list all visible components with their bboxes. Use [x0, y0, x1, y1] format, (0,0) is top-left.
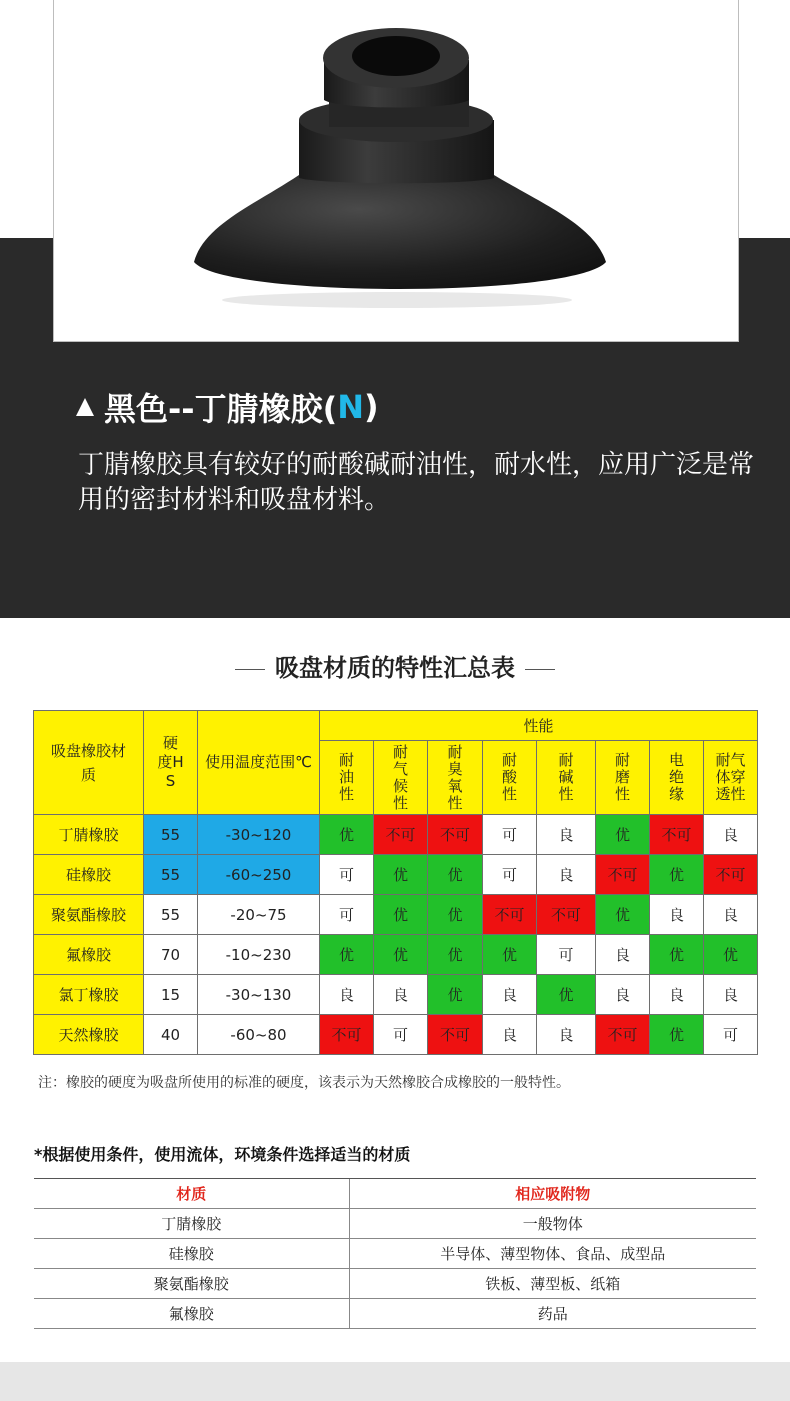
perf-header-0	[320, 741, 374, 815]
rating-cell: 优	[428, 935, 483, 975]
hardness-value: 55	[144, 815, 198, 855]
rating-cell: 可	[483, 815, 537, 855]
rating-cell: 不可	[596, 855, 650, 895]
product-photo	[53, 0, 739, 342]
spec-table-title-text: 吸盘材质的特性汇总表	[275, 654, 515, 682]
perf-header-7	[704, 741, 758, 815]
selection-object: 一般物体	[349, 1209, 756, 1239]
rating-cell: 可	[483, 855, 537, 895]
hero-description: 丁腈橡胶具有较好的耐酸碱耐油性，耐水性，应用广泛是常用的密封材料和吸盘材料。	[78, 450, 755, 515]
rating-cell: 优	[374, 895, 428, 935]
rating-cell: 优	[428, 895, 483, 935]
temperature-range: -20~75	[198, 895, 320, 935]
table-row	[34, 975, 758, 1015]
rating-cell: 不可	[596, 1015, 650, 1055]
perf-header-label: 耐气体穿透性	[715, 751, 746, 803]
table-row	[34, 855, 758, 895]
rating-cell: 良	[704, 815, 758, 855]
rating-cell: 可	[704, 1015, 758, 1055]
selection-object: 铁板、薄型板、纸箱	[349, 1269, 756, 1299]
title-dash-right	[525, 669, 555, 670]
rating-cell: 优	[704, 935, 758, 975]
rating-cell: 优	[650, 1015, 704, 1055]
title-dash-left	[235, 669, 265, 670]
selection-material: 硅橡胶	[34, 1239, 349, 1269]
perf-header-3	[483, 741, 537, 815]
table-row	[34, 1015, 758, 1055]
rating-cell: 良	[596, 975, 650, 1015]
material-name: 氯丁橡胶	[34, 975, 144, 1015]
perf-header-label: 耐臭氧性	[447, 742, 463, 812]
perf-header-5	[596, 741, 650, 815]
perf-header-1	[374, 741, 428, 815]
table-note: 注：橡胶的硬度为吸盘所使用的标准的硬度，该表示为天然橡胶合成橡胶的一般特性。	[38, 1075, 570, 1091]
suction-cup-illustration	[54, 0, 738, 342]
rating-cell: 良	[537, 815, 596, 855]
rating-cell: 优	[320, 815, 374, 855]
rating-cell: 良	[650, 975, 704, 1015]
rating-cell: 不可	[704, 855, 758, 895]
rating-cell: 优	[650, 935, 704, 975]
temperature-range: -10~230	[198, 935, 320, 975]
material-name: 丁腈橡胶	[34, 815, 144, 855]
perf-header-2	[428, 741, 483, 815]
perf-header-label: 耐磨性	[614, 751, 630, 803]
table-row	[34, 815, 758, 855]
selection-object: 药品	[349, 1299, 756, 1329]
rating-cell: 良	[596, 935, 650, 975]
col-header-hardness: 硬度HS	[144, 711, 198, 815]
rating-cell: 优	[374, 855, 428, 895]
material-name: 氟橡胶	[34, 935, 144, 975]
rating-cell: 不可	[428, 1015, 483, 1055]
table-row	[34, 935, 758, 975]
temperature-range: -60~80	[198, 1015, 320, 1055]
perf-header-label: 耐油性	[338, 751, 354, 803]
rating-cell: 可	[320, 855, 374, 895]
hero-title	[76, 383, 379, 431]
rating-cell: 良	[320, 975, 374, 1015]
material-name: 聚氨酯橡胶	[34, 895, 144, 935]
hardness-value: 55	[144, 895, 198, 935]
table-row	[34, 895, 758, 935]
hero-title-main: 黑色--丁腈橡胶(	[104, 390, 338, 428]
perf-header-label: 耐酸性	[501, 751, 517, 803]
hero-title-accent: N	[337, 388, 364, 426]
temperature-range: -30~130	[198, 975, 320, 1015]
rating-cell: 不可	[483, 895, 537, 935]
rating-cell: 可	[320, 895, 374, 935]
selection-row	[34, 1269, 756, 1299]
selection-row	[34, 1209, 756, 1239]
selection-table	[34, 1178, 756, 1329]
rating-cell: 优	[483, 935, 537, 975]
rating-cell: 可	[374, 1015, 428, 1055]
hardness-value: 55	[144, 855, 198, 895]
rating-cell: 良	[374, 975, 428, 1015]
footer-bar	[0, 1362, 790, 1401]
rating-cell: 良	[483, 975, 537, 1015]
rating-cell: 优	[320, 935, 374, 975]
material-name: 天然橡胶	[34, 1015, 144, 1055]
col-header-material: 吸盘橡胶材质	[34, 711, 144, 815]
spec-table-title	[0, 648, 790, 683]
rating-cell: 良	[483, 1015, 537, 1055]
hardness-value: 40	[144, 1015, 198, 1055]
rating-cell: 良	[537, 1015, 596, 1055]
hardness-value: 70	[144, 935, 198, 975]
col-header-performance: 性能	[320, 711, 758, 741]
hero-title-close: )	[363, 388, 379, 426]
rating-cell: 不可	[428, 815, 483, 855]
perf-header-6	[650, 741, 704, 815]
rating-cell: 良	[704, 975, 758, 1015]
perf-header-label: 耐气候性	[392, 742, 408, 812]
rating-cell: 不可	[374, 815, 428, 855]
selection-title: *根据使用条件，使用流体，环境条件选择适当的材质	[34, 1145, 411, 1164]
selection-row	[34, 1239, 756, 1269]
rating-cell: 优	[428, 855, 483, 895]
rating-cell: 良	[704, 895, 758, 935]
rating-cell: 不可	[650, 815, 704, 855]
temperature-range: -60~250	[198, 855, 320, 895]
selection-col-material: 材质	[34, 1179, 349, 1209]
col-header-temperature: 使用温度范围℃	[198, 711, 320, 815]
perf-header-label: 耐碱性	[558, 751, 574, 803]
rating-cell: 优	[596, 815, 650, 855]
perf-header-4	[537, 741, 596, 815]
rating-cell: 可	[537, 935, 596, 975]
hardness-value: 15	[144, 975, 198, 1015]
rating-cell: 优	[428, 975, 483, 1015]
rating-cell: 不可	[537, 895, 596, 935]
selection-material: 氟橡胶	[34, 1299, 349, 1329]
selection-col-object: 相应吸附物	[349, 1179, 756, 1209]
rating-cell: 不可	[320, 1015, 374, 1055]
selection-row	[34, 1299, 756, 1329]
temperature-range: -30~120	[198, 815, 320, 855]
perf-header-label: 电绝缘	[668, 751, 684, 803]
rating-cell: 优	[537, 975, 596, 1015]
rating-cell: 优	[596, 895, 650, 935]
selection-material: 聚氨酯橡胶	[34, 1269, 349, 1299]
rating-cell: 良	[537, 855, 596, 895]
material-name: 硅橡胶	[34, 855, 144, 895]
triangle-icon	[76, 398, 94, 416]
material-spec-table	[33, 710, 758, 1055]
rating-cell: 优	[374, 935, 428, 975]
selection-object: 半导体、薄型物体、食品、成型品	[349, 1239, 756, 1269]
rating-cell: 良	[650, 895, 704, 935]
rating-cell: 优	[650, 855, 704, 895]
selection-material: 丁腈橡胶	[34, 1209, 349, 1239]
